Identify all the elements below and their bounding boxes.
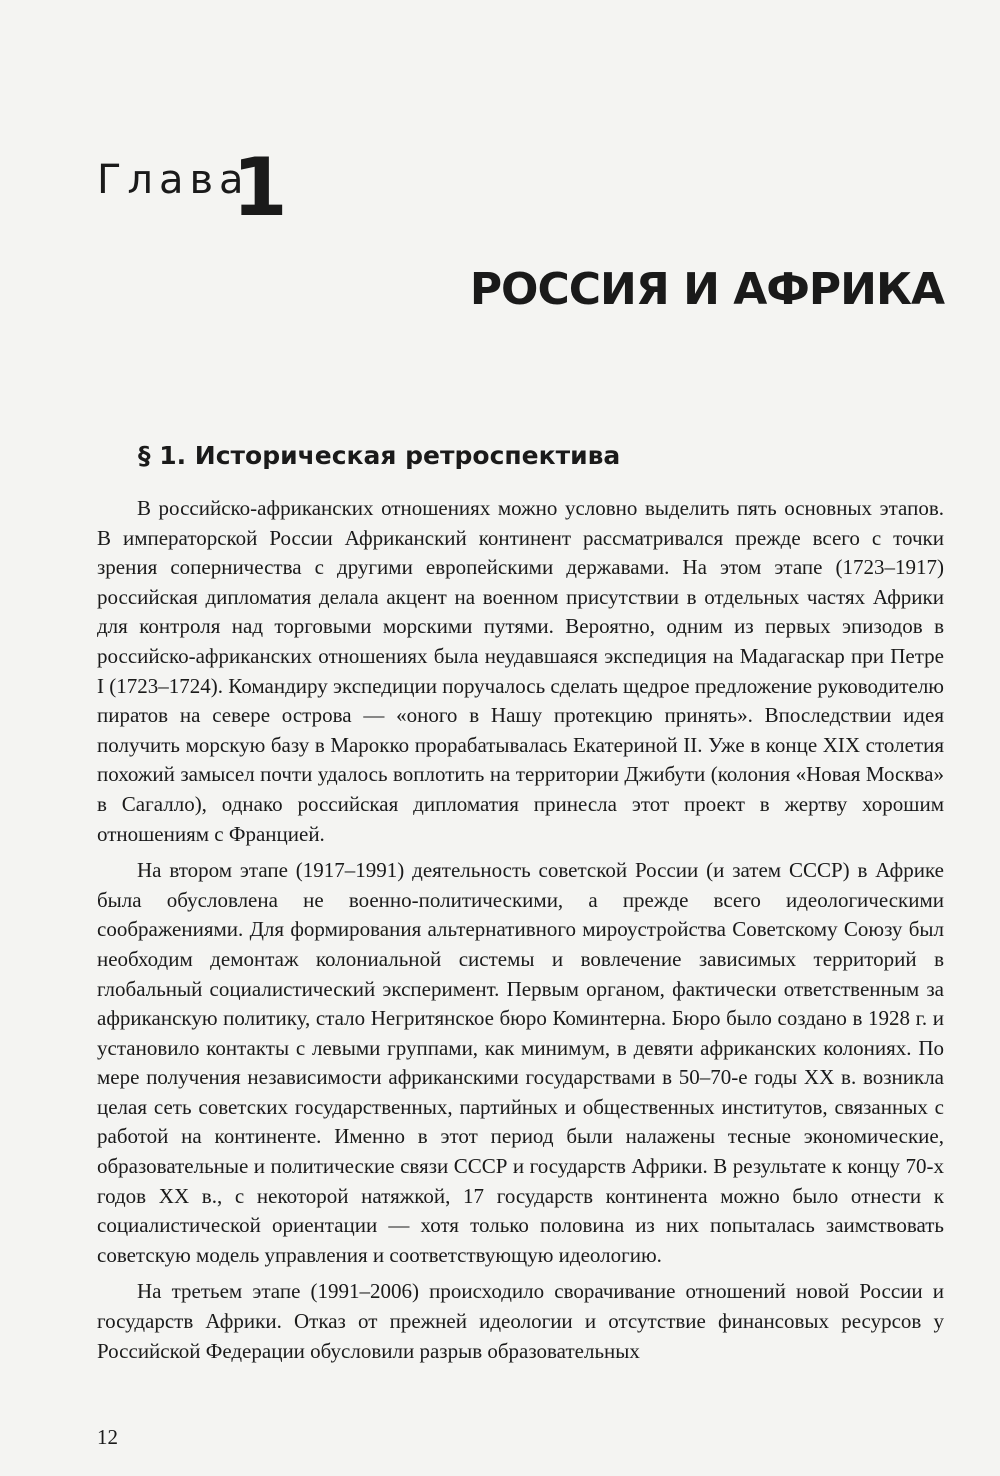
chapter-label: Глава bbox=[97, 157, 250, 203]
page-number: 12 bbox=[97, 1425, 118, 1449]
chapter-number: 1 bbox=[232, 141, 288, 234]
chapter-title: РОССИЯ И АФРИКА bbox=[469, 264, 944, 315]
paragraph: На третьем этапе (1991–2006) происходило сворачивание отношений новой России и государств Африки. Отказ от прежней идеологии и отсутствие финансовых ресурсов у Российской Федерации обусловили разрыв образовательных bbox=[97, 1279, 944, 1363]
paragraph: В российско-африканских отношениях можно условно выделить пять основных этапов. В императорской России Африканский континент рассматривался прежде всего с точки зрения соперничества с другими европейскими державами. На этом этапе (1723–1917) российская дипломатия делала акцент на военном присутствии в отдельных частях Африки для контроля над торговыми морскими путями. Вероятно, одним из первых эпизодов в российско-африканских отношениях была неудавшаяся экспедиция на Мадагаскар при Петре I (1723–1724). Командиру экспедиции поручалось сделать щедрое предложение руководителю пиратов на севере острова — «оного в Нашу протекцию принять». Впоследствии идея получить морскую базу в Марокко прорабатывалась Екатериной II. Уже в конце XIX столетия похожий замысел почти удалось воплотить на территории Джибути (колония «Новая Москва» в Сагалло), однако российская дипломатия принесла этот проект в жертву хорошим отношениям с Францией. bbox=[97, 496, 944, 846]
section-heading: § 1. Историческая ретроспектива bbox=[138, 441, 621, 470]
paragraph: На втором этапе (1917–1991) деятельность советской России (и затем СССР) в Африке была обусловлена не военно-политическими, а прежде всего идеологическими соображениями. Для формирования альтернативного мироустройства Советскому Союзу был необходим демонтаж колониальной системы и вовлечение зависимых территорий в глобальный социалистический эксперимент. Первым органом, фактически ответственным за африканскую политику, стало Негритянское бюро Коминтерна. Бюро было создано в 1928 г. и установило контакты с левыми группами, как минимум, в девяти африканских колониях. По мере получения независимости африканскими государствами в 50–70-е годы XX в. возникла целая сеть советских государственных, партийных и общественных институтов, связанных с работой на континенте. Именно в этот период были налажены тесные экономические, образовательные и политические связи СССР и государств Африки. В результате к концу 70-х годов XX в., с некоторой натяжкой, 17 государств континента можно было отнести к социалистической ориентации — хотя только половина из них попыталась заимствовать советскую модель управления и соответствующую идеологию. bbox=[97, 858, 944, 1267]
body-text bbox=[97, 494, 944, 1373]
